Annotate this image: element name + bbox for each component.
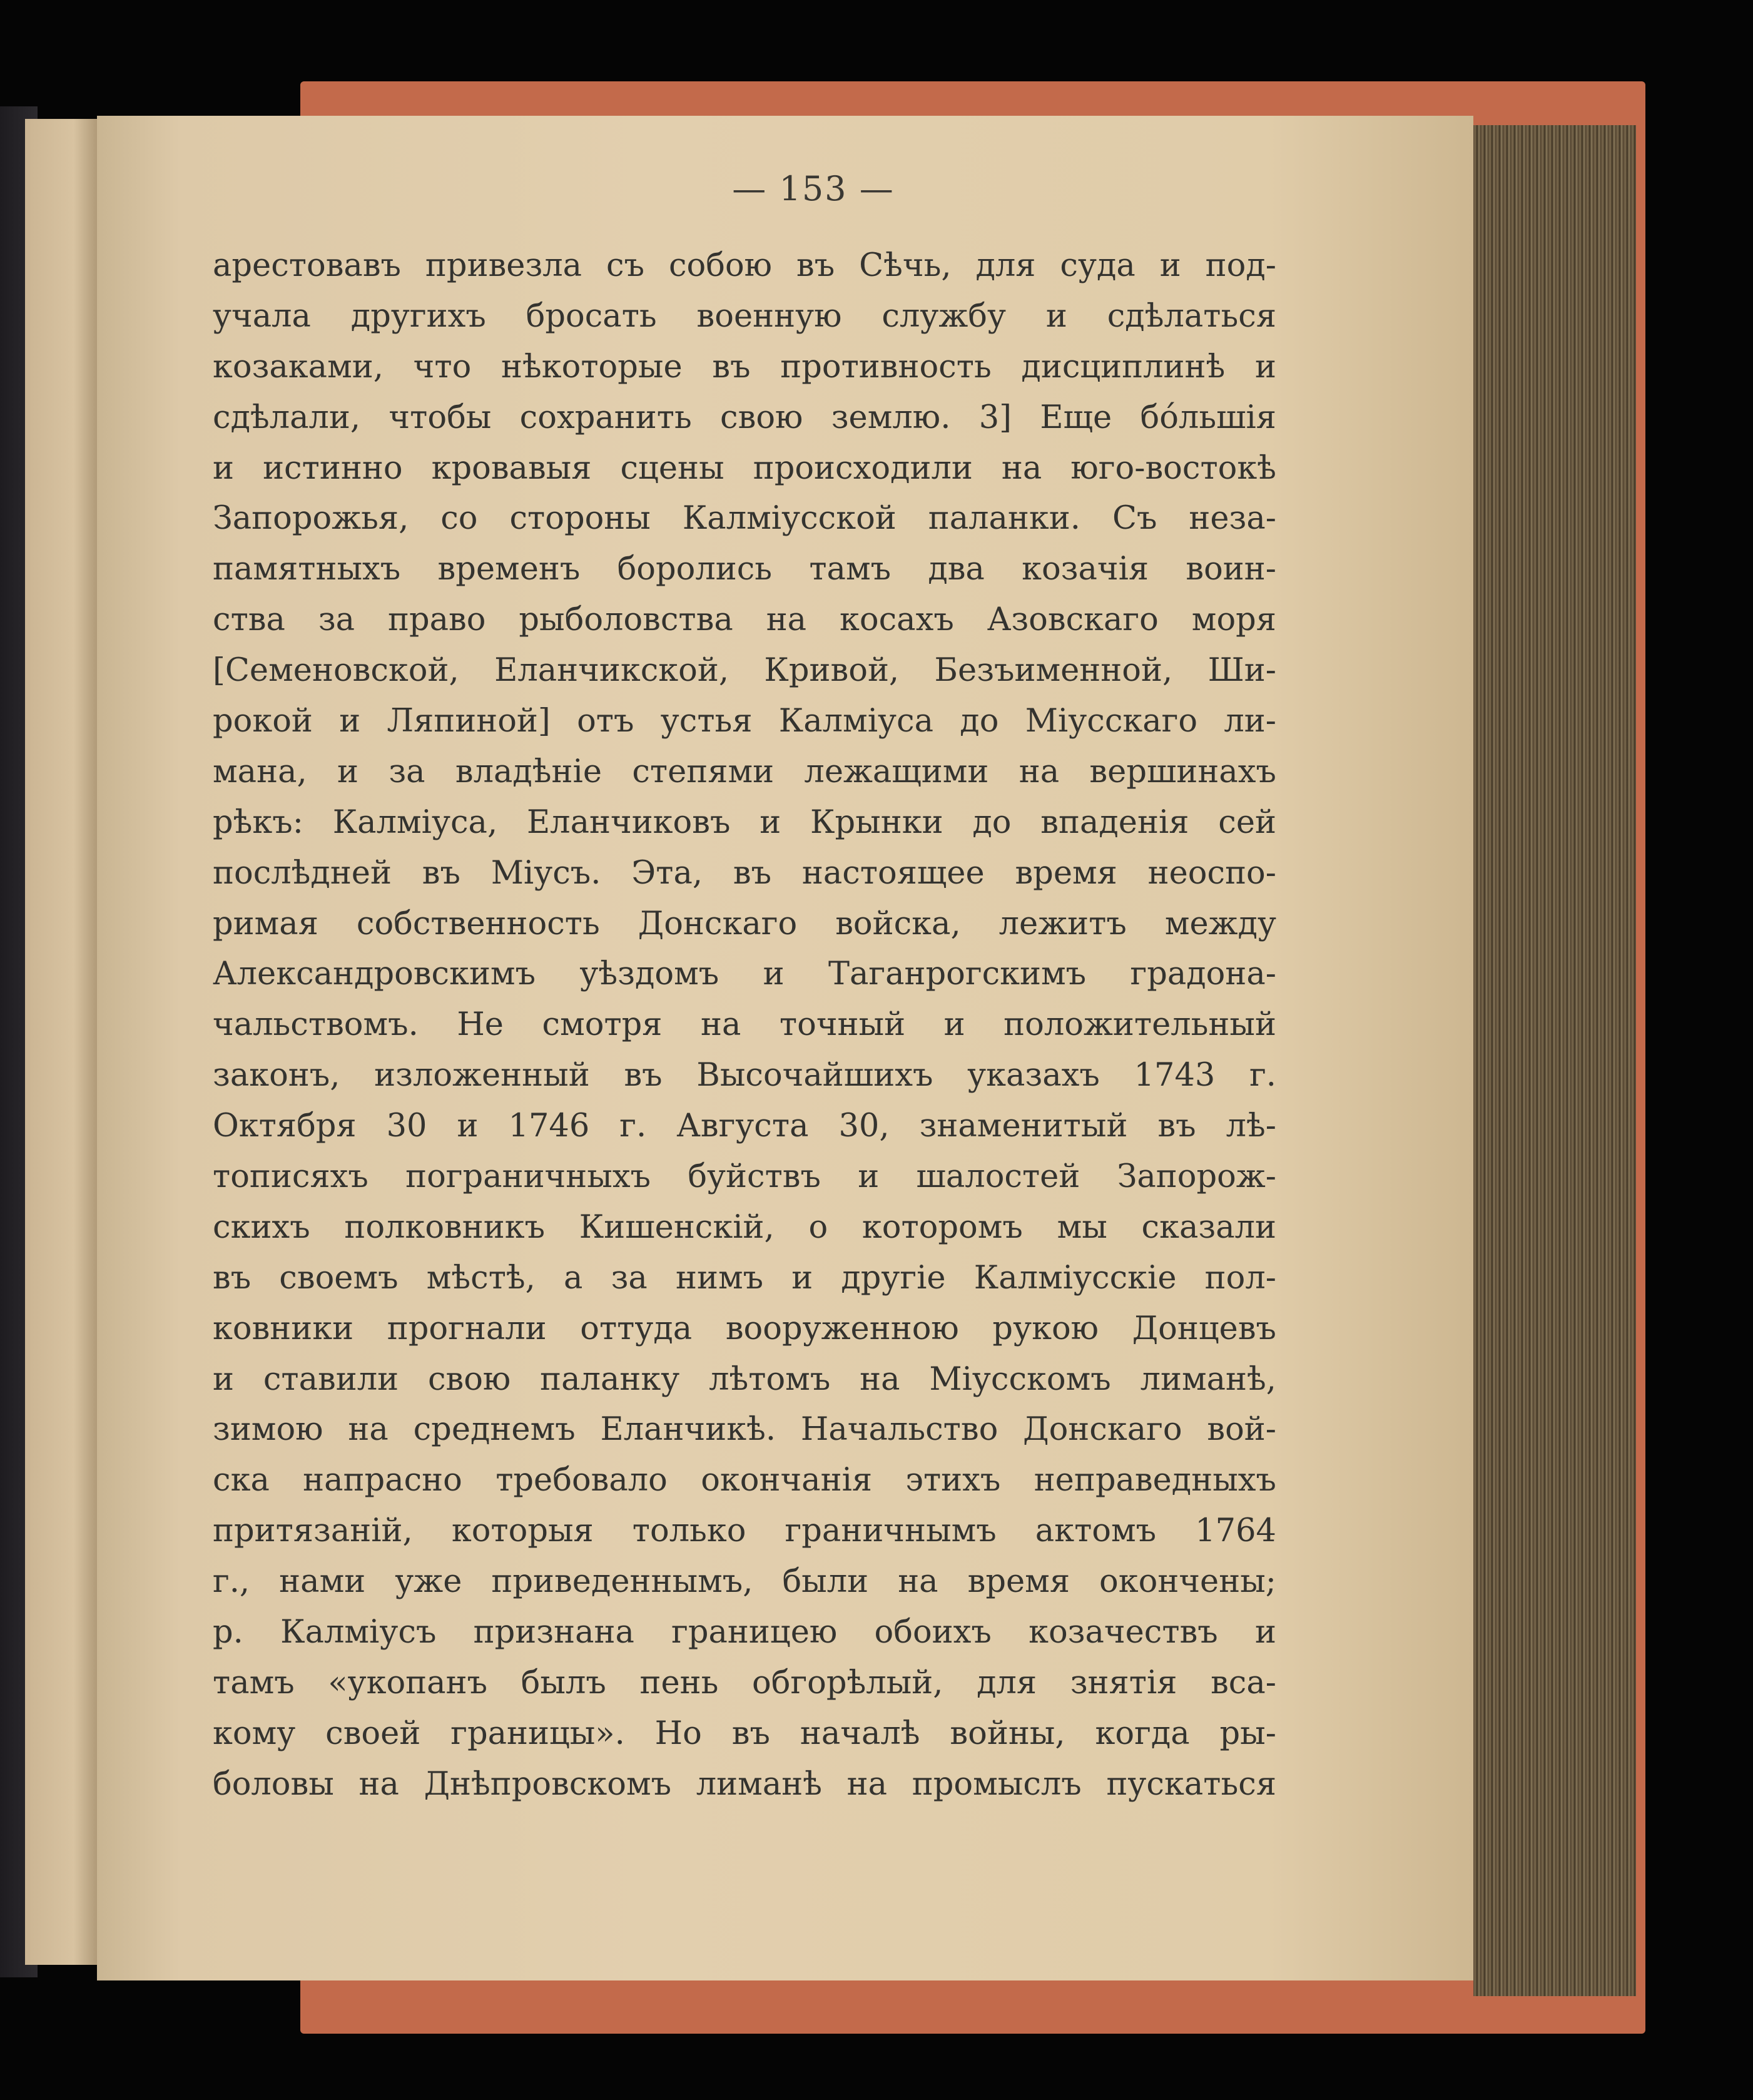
text-line: притязаній, которыя только граничнымъ актомъ 1764: [213, 1512, 1276, 1550]
text-line: тамъ «укопанъ былъ пень обгорѣлый, для знятія вса-: [213, 1664, 1276, 1701]
page-body-text: [213, 241, 1276, 1810]
text-line: мана, и за владѣніе степями лежащими на вершинахъ: [213, 753, 1276, 790]
left-facing-page: [25, 119, 106, 1965]
text-line: учала другихъ бросать военную службу и сдѣлаться: [213, 297, 1276, 335]
text-line: Октября 30 и 1746 г. Августа 30, знаменитый въ лѣ-: [213, 1108, 1276, 1145]
text-line: кому своей границы». Но въ началѣ войны, когда ры-: [213, 1715, 1276, 1752]
text-line: г., нами уже приведеннымъ, были на время окончены;: [213, 1563, 1276, 1601]
text-line: рѣкъ: Калміуса, Еланчиковъ и Крынки до впаденія сей: [213, 803, 1276, 841]
page-edges-stack: [1473, 125, 1636, 1996]
text-line: скихъ полковникъ Кишенскій, о которомъ мы сказали: [213, 1208, 1276, 1246]
text-line: сдѣлали, чтобы сохранить свою землю. 3] Еще бóльшія: [213, 399, 1276, 436]
text-line: зимою на среднемъ Еланчикѣ. Начальство Донскаго вой-: [213, 1411, 1276, 1449]
text-line: Александровскимъ уѣздомъ и Таганрогскимъ градона-: [213, 956, 1276, 993]
text-line: послѣдней въ Міусъ. Эта, въ настоящее время неоспо-: [213, 854, 1276, 892]
text-line: и истинно кровавыя сцены происходили на юго-востокѣ: [213, 449, 1276, 487]
text-line: рокой и Ляпиной] отъ устья Калміуса до Міусскаго ли-: [213, 703, 1276, 740]
text-line: римая собственность Донскаго войска, лежитъ между: [213, 905, 1276, 942]
text-line: въ своемъ мѣстѣ, а за нимъ и другіе Калміусскіе пол-: [213, 1259, 1276, 1297]
text-line: [Семеновской, Еланчикской, Кривой, Безъименной, Ши-: [213, 652, 1276, 690]
text-line: ска напрасно требовало окончанія этихъ неправедныхъ: [213, 1462, 1276, 1499]
text-line: памятныхъ временъ боролись тамъ два козачія воин-: [213, 551, 1276, 588]
text-line: и ставили свою паланку лѣтомъ на Міусскомъ лиманѣ,: [213, 1360, 1276, 1398]
page-number: — 153 —: [732, 169, 895, 208]
text-line: ства за право рыболовства на косахъ Азовскаго моря: [213, 601, 1276, 639]
text-line: законъ, изложенный въ Высочайшихъ указахъ 1743 г.: [213, 1057, 1276, 1094]
text-line: тописяхъ пограничныхъ буйствъ и шалостей Запорож-: [213, 1158, 1276, 1196]
text-line: Запорожья, со стороны Калміусской паланки. Съ неза-: [213, 500, 1276, 538]
text-line: арестовавъ привезла съ собою въ Сѣчь, для суда и под-: [213, 247, 1276, 284]
text-line: боловы на Днѣпровскомъ лиманѣ на промыслъ пускаться: [213, 1765, 1276, 1803]
text-line: чальствомъ. Не смотря на точный и положительный: [213, 1006, 1276, 1044]
text-line: р. Калміусъ признана границею обоихъ козачествъ и: [213, 1614, 1276, 1651]
text-line: ковники прогнали оттуда вооруженною рукою Донцевъ: [213, 1310, 1276, 1347]
text-line: козаками, что нѣкоторые въ противность дисциплинѣ и: [213, 348, 1276, 385]
